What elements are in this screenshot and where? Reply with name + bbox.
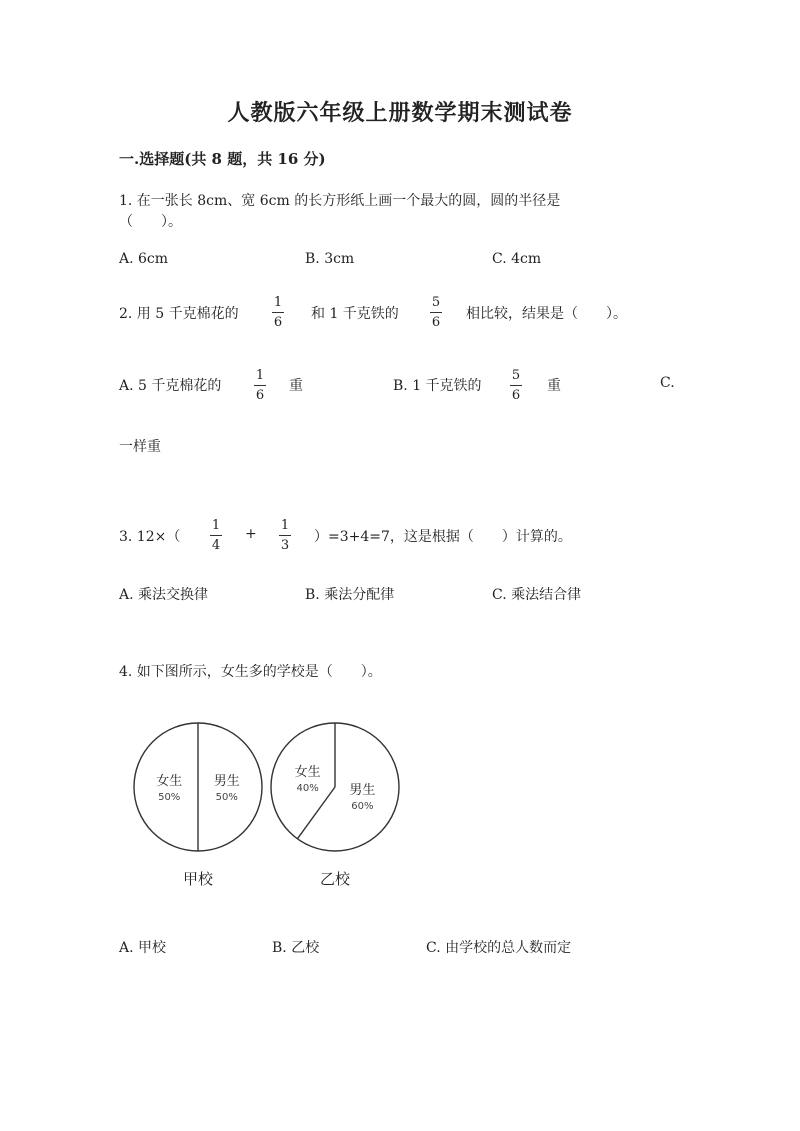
fraction-numerator: 1 xyxy=(211,518,221,533)
pie-chart-jia xyxy=(134,723,262,888)
q2-option-c-label: C. xyxy=(660,375,675,391)
slice-label: 女生 xyxy=(294,765,321,781)
fraction-bar xyxy=(254,385,266,386)
q3-fraction-2 xyxy=(279,519,291,553)
q2-stem-part2: 和 1 千克铁的 xyxy=(311,306,399,322)
q4-option-a: A. 甲校 xyxy=(119,940,167,956)
fraction-denominator: 6 xyxy=(511,388,521,403)
q3-plus-sign: + xyxy=(245,526,257,542)
fraction-denominator: 6 xyxy=(273,315,283,330)
q3-option-b: B. 乘法分配律 xyxy=(305,587,395,603)
slice-label: 男生 xyxy=(213,774,240,789)
q2-option-b-fraction xyxy=(510,369,522,403)
q3-option-c: C. 乘法结合律 xyxy=(492,587,582,603)
fraction-numerator: 1 xyxy=(255,368,265,383)
q3-stem-part2: ）=3+4=7，这是根据（ ）计算的。 xyxy=(314,529,572,545)
q2-option-a-text: A. 5 千克棉花的 xyxy=(119,378,222,394)
q2-fraction-2 xyxy=(430,296,442,330)
fraction-numerator: 5 xyxy=(511,368,521,383)
q4-option-c: C. 由学校的总人数而定 xyxy=(426,940,572,956)
fraction-bar xyxy=(272,312,284,313)
q2-fraction-1 xyxy=(272,296,284,330)
q3-option-a: A. 乘法交换律 xyxy=(119,587,209,603)
pie-title: 乙校 xyxy=(319,870,351,888)
fraction-denominator: 4 xyxy=(211,538,221,553)
pie-charts-figure xyxy=(120,710,420,900)
q1-stem-line1: 1. 在一张长 8cm、宽 6cm 的长方形纸上画一个最大的圆，圆的半径是 xyxy=(119,193,561,209)
fraction-numerator: 1 xyxy=(273,295,283,310)
q2-stem-part1: 2. 用 5 千克棉花的 xyxy=(119,306,239,322)
slice-value-label: 40% xyxy=(296,783,319,795)
fraction-bar xyxy=(430,312,442,313)
pie-chart-yi xyxy=(271,723,399,888)
fraction-numerator: 5 xyxy=(431,295,441,310)
q2-option-b-text: B. 1 千克铁的 xyxy=(393,378,482,394)
q1-stem-line2: （ ）。 xyxy=(119,214,182,230)
q2-stem-part3: 相比较，结果是（ ）。 xyxy=(466,306,627,322)
q2-option-c-text: 一样重 xyxy=(119,439,161,455)
fraction-bar xyxy=(279,535,291,536)
fraction-bar xyxy=(210,535,222,536)
q4-option-b: B. 乙校 xyxy=(272,940,320,956)
slice-value-label: 60% xyxy=(351,800,374,812)
slice-label: 女生 xyxy=(156,774,183,789)
fraction-bar xyxy=(510,385,522,386)
q1-option-c: C. 4cm xyxy=(492,251,542,267)
pie-title: 甲校 xyxy=(182,870,214,888)
q1-option-a: A. 6cm xyxy=(119,251,169,267)
fraction-denominator: 3 xyxy=(280,538,290,553)
slice-label: 男生 xyxy=(349,782,376,798)
q2-option-a-fraction xyxy=(254,369,266,403)
q3-stem-part1: 3. 12×（ xyxy=(119,529,181,545)
fraction-denominator: 6 xyxy=(431,315,441,330)
page-title: 人教版六年级上册数学期末测试卷 xyxy=(227,100,573,126)
q4-stem: 4. 如下图所示，女生多的学校是（ ）。 xyxy=(119,664,382,680)
q3-fraction-1 xyxy=(210,519,222,553)
q1-option-b: B. 3cm xyxy=(305,251,355,267)
fraction-numerator: 1 xyxy=(280,518,290,533)
section-heading: 一.选择题(共 8 题，共 16 分) xyxy=(119,150,326,168)
fraction-denominator: 6 xyxy=(255,388,265,403)
q2-option-a-suffix: 重 xyxy=(289,378,303,394)
q2-option-b-suffix: 重 xyxy=(547,378,561,394)
slice-value-label: 50% xyxy=(158,792,181,803)
slice-value-label: 50% xyxy=(215,792,238,803)
